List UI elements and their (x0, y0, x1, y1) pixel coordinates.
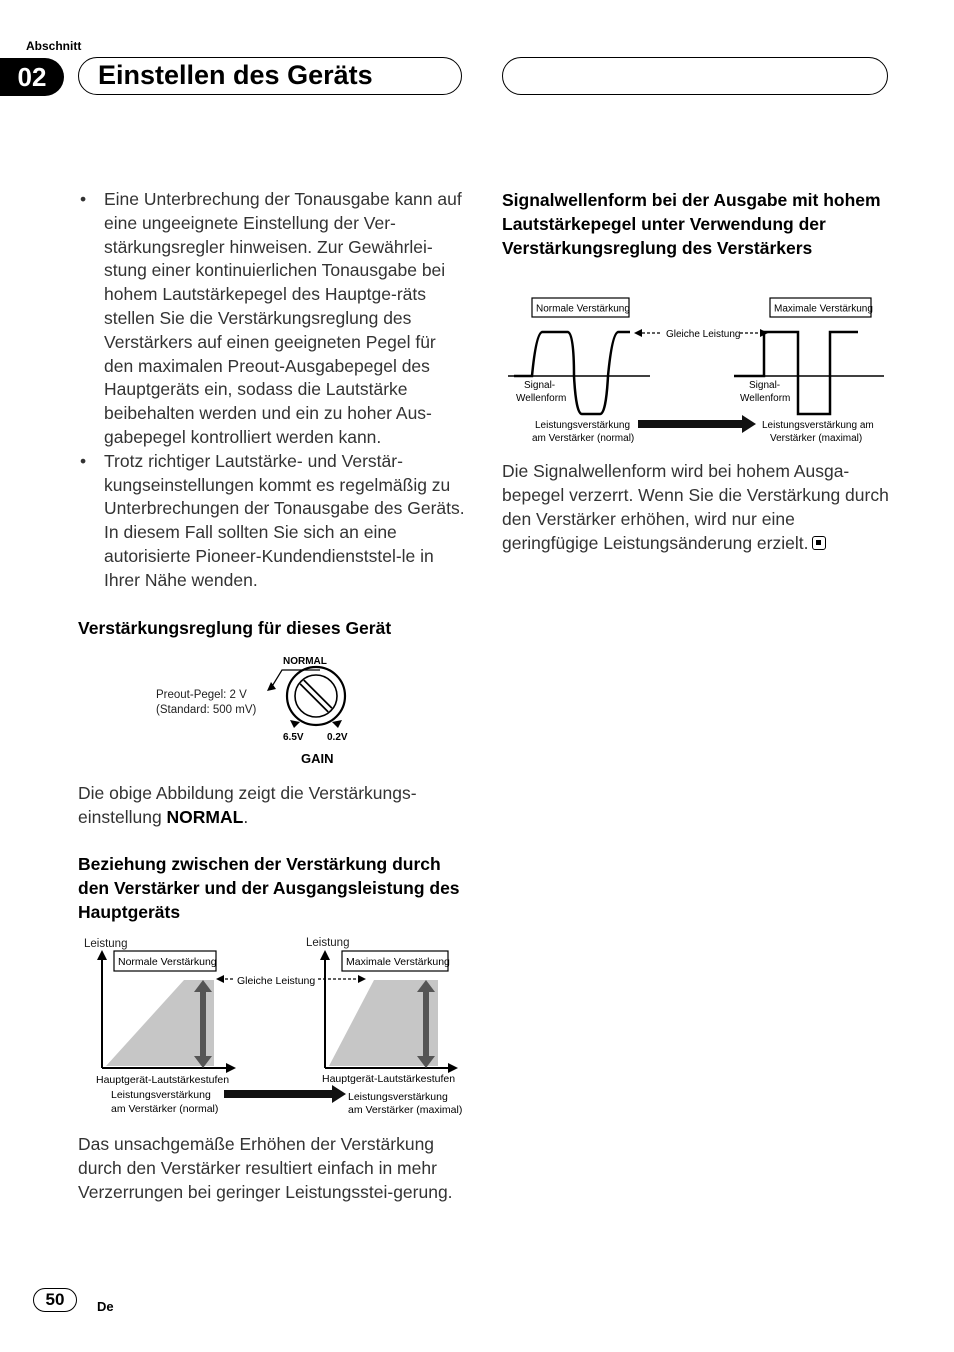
transition-arrow-head (742, 415, 756, 433)
relation-heading: Beziehung zwischen der Verstärkung durch den Verstärker und der Ausgangsleistung des Hauptgeräts (78, 854, 460, 922)
left-signal-label-1: Signal- (524, 380, 556, 391)
end-of-section-icon (812, 536, 826, 550)
bullet-list-container (78, 188, 468, 593)
equal-power-label: Gleiche Leistung (237, 975, 316, 987)
gain-label: GAIN (301, 751, 334, 766)
equal-power-arrow-left (634, 329, 642, 337)
page-number: 50 (33, 1288, 77, 1312)
gain-paragraph (78, 781, 468, 829)
amp-max-label-2: am Verstärker (maximal) (348, 1104, 463, 1116)
gain-paragraph-bold: NORMAL (166, 807, 244, 827)
amp-normal-label-2: am Verstärker (normal) (532, 433, 635, 444)
amp-max-label-2: Verstärker (maximal) (770, 433, 863, 444)
gain-paragraph-end: . (243, 807, 249, 827)
section-label: Abschnitt (26, 39, 82, 53)
normal-gain-label: Normale Verstärkung (118, 956, 217, 968)
equal-power-label: Gleiche Leistung (666, 329, 741, 340)
equal-power-arrow-right (358, 975, 366, 983)
left-volume-steps-label: Hauptgerät-Lautstärkestufen (96, 1074, 230, 1086)
normal-label: NORMAL (283, 656, 327, 667)
right-gain-area (329, 980, 438, 1066)
gain-relation-figure (78, 930, 468, 1122)
bullet-item (78, 450, 468, 593)
header-right-frame (502, 57, 888, 95)
normal-gain-label: Normale Verstärkung (536, 303, 630, 315)
language-code: De (97, 1299, 114, 1314)
chapter-title: Einstellen des Geräts (98, 60, 373, 90)
right-power-label: Leistung (306, 937, 350, 949)
left-signal-label-2: Wellenform (516, 393, 567, 404)
bullet-text: Trotz richtiger Lautstärke- und Verstär-kungseinstellungen kommt es regelmäßig zu Unterbrechungen der Tonausgabe des Geräts. In diesem Fall sollten Sie sich an eine autorisierte Pioneer-Kundendienststel-le in Ihrer Nähe wenden. (104, 450, 465, 590)
chapter-number-badge: 02 (0, 58, 64, 96)
amp-max-label-1: Leistungsverstärkung am (762, 420, 874, 431)
transition-arrow-body (638, 420, 744, 428)
transition-arrow-body (224, 1090, 334, 1098)
signal-heading: Signalwellenform bei der Ausgabe mit hohem Lautstärkepegel unter Verwendung der Verstärkungsreglung des Verstärkers (502, 190, 881, 258)
left-gain-area (106, 980, 214, 1066)
gain-knob-figure (150, 650, 370, 768)
gain-heading: Verstärkungsreglung für dieses Gerät (78, 618, 392, 638)
right-signal-label-1: Signal- (749, 380, 781, 391)
amp-normal-label-1: Leistungsverstärkung (111, 1089, 211, 1101)
left-x-axis-arrow (226, 1063, 236, 1073)
bullet-list (78, 188, 468, 593)
amp-max-label-1: Leistungsverstärkung (348, 1091, 448, 1103)
max-gain-label: Maximale Verstärkung (346, 956, 450, 968)
right-signal-label-2: Wellenform (740, 393, 791, 404)
equal-power-arrow-left (216, 975, 224, 983)
gain-paragraph-text: Die obige Abbildung zeigt die Verstärkungs-einstellung (78, 783, 417, 827)
right-y-axis-arrow (320, 950, 330, 960)
preout-label-1: Preout-Pegel: 2 V (156, 689, 247, 701)
bullet-text: Eine Unterbrechung der Tonausgabe kann auf eine ungeeignete Einstellung der Ver-stärkungsregler hinweisen. Zur Gewährlei-stung einer kontinuierlichen Tonausgabe bei hohem Lautstärkepegel des Hauptge-räts stellen Sie die Verstärkungsreglung des Verstärkers auf einen geeigneten Pegel für den maximalen Preout-Ausgabepegel des Hauptgeräts ein, sodass die Lautstärke beibehalten werden und ein zu hoher Aus-gabepegel kontrolliert werden kann. (104, 189, 462, 447)
signal-paragraph-text: Die Signalwellenform wird bei hohem Ausga-bepegel verzerrt. Wenn Sie die Verstärkung durch den Verstärker erhöhen, wird nur eine geringfügige Leistungsänderung erzielt. (502, 461, 889, 553)
min-arrow (290, 720, 300, 728)
right-volume-steps-label: Hauptgerät-Lautstärkestufen (322, 1073, 456, 1085)
min-label: 6.5V (283, 732, 304, 743)
max-label: 0.2V (327, 732, 348, 743)
max-arrow (332, 720, 342, 728)
right-x-axis-arrow (448, 1063, 458, 1073)
normal-pointer-head (267, 682, 276, 691)
amp-normal-label-1: Leistungsverstärkung (535, 420, 631, 431)
left-y-axis-arrow (97, 950, 107, 960)
relation-paragraph: Das unsachgemäße Erhöhen der Verstärkung durch den Verstärker resultiert einfach in mehr Verzerrungen bei geringer Leistungsstei-gerung. (78, 1134, 453, 1202)
left-power-label: Leistung (84, 938, 128, 950)
amp-normal-label-2: am Verstärker (normal) (111, 1103, 219, 1115)
signal-waveform-figure (502, 294, 892, 446)
preout-label-2: (Standard: 500 mV) (156, 704, 257, 716)
transition-arrow-head (332, 1085, 346, 1103)
bullet-item (78, 188, 468, 450)
signal-paragraph (502, 459, 892, 555)
max-gain-label: Maximale Verstärkung (774, 303, 873, 315)
